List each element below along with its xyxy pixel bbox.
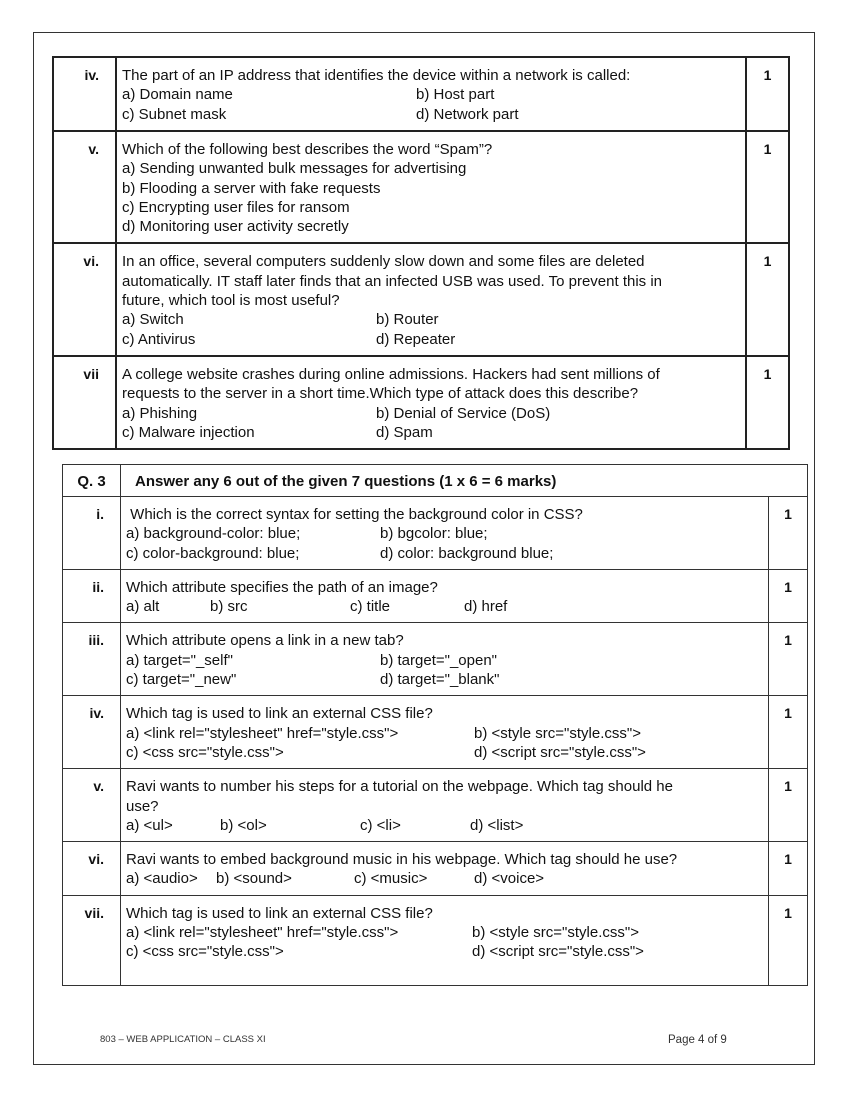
answer-option: d) href <box>464 598 508 616</box>
question-body <box>121 623 769 696</box>
option-row <box>122 159 739 178</box>
question-number: v. <box>63 769 121 842</box>
question-3-header-row <box>63 465 808 497</box>
question-text-line: Which attribute specifies the path of an image? <box>126 578 438 596</box>
answer-option: d) <script src="style.css"> <box>474 743 646 761</box>
option-row <box>122 85 739 104</box>
answer-option: b) Host part <box>416 86 495 104</box>
question-body <box>121 895 769 985</box>
answer-option: d) Spam <box>376 423 433 441</box>
question-text-line: Which tag is used to link an external CSS file? <box>126 705 433 723</box>
answer-option: a) <link rel="stylesheet" href="style.css"> <box>126 724 399 742</box>
question-marks: 1 <box>769 842 808 896</box>
q3-question-row <box>63 569 808 623</box>
answer-option: c) Subnet mask <box>122 105 227 123</box>
answer-option: b) Denial of Service (DoS) <box>376 404 551 422</box>
answer-option: c) title <box>350 598 391 616</box>
question-text-line: Which tag is used to link an external CSS file? <box>126 904 433 922</box>
answer-option: c) Malware injection <box>122 423 255 441</box>
option-row <box>122 423 739 442</box>
q3-question-row <box>63 497 808 570</box>
question-marks: 1 <box>769 895 808 985</box>
answer-option: b) <style src="style.css"> <box>474 724 641 742</box>
answer-option: c) <css src="style.css"> <box>126 743 284 761</box>
question-text-line: Which attribute opens a link in a new tab? <box>126 632 404 650</box>
answer-option: d) color: background blue; <box>380 544 554 562</box>
question-body <box>121 497 769 570</box>
question-body <box>121 569 769 623</box>
answer-option: b) <sound> <box>216 870 292 888</box>
option-row <box>122 198 739 217</box>
answer-option: b) src <box>210 598 248 616</box>
option-row <box>126 724 762 743</box>
answer-option: c) Antivirus <box>122 330 196 348</box>
answer-option: a) target="_self" <box>126 651 233 669</box>
question-number: vii. <box>63 895 121 985</box>
answer-option: c) <li> <box>360 816 401 834</box>
option-row <box>122 310 739 329</box>
question-row <box>53 243 789 355</box>
answer-option: a) alt <box>126 598 160 616</box>
question-marks: 1 <box>746 356 789 449</box>
question-3-number: Q. 3 <box>63 465 121 497</box>
answer-option: a) <audio> <box>126 870 198 888</box>
question-number: iv. <box>63 696 121 769</box>
option-row <box>122 179 739 198</box>
footer-subject: 803 – WEB APPLICATION – CLASS XI <box>100 1034 266 1045</box>
question-text-line: Which of the following best describes the word “Spam”? <box>122 141 493 158</box>
answer-option: c) color-background: blue; <box>126 544 300 562</box>
q3-question-row <box>63 842 808 896</box>
q3-question-row <box>63 895 808 985</box>
answer-option: b) <style src="style.css"> <box>472 924 639 942</box>
answer-option: d) <script src="style.css"> <box>472 943 644 961</box>
question-body <box>121 769 769 842</box>
question-text-line: Ravi wants to embed background music in his webpage. Which tag should he use? <box>126 851 678 869</box>
question-text-line: The part of an IP address that identifies the device within a network is called: <box>122 67 631 84</box>
question-marks: 1 <box>769 623 808 696</box>
questions-table-continued <box>52 56 790 450</box>
answer-option: d) <voice> <box>474 870 545 888</box>
answer-option: a) background-color: blue; <box>126 525 301 543</box>
question-marks: 1 <box>769 497 808 570</box>
answer-option: b) <ol> <box>220 816 267 834</box>
q3-question-row <box>63 696 808 769</box>
answer-option: d) Monitoring user activity secretly <box>122 218 349 236</box>
question-number: i. <box>63 497 121 570</box>
question-marks: 1 <box>769 569 808 623</box>
option-row <box>126 524 762 543</box>
q3-question-row <box>63 623 808 696</box>
option-row <box>122 330 739 349</box>
question-number: iii. <box>63 623 121 696</box>
option-row <box>126 869 762 888</box>
answer-option: a) <link rel="stylesheet" href="style.css"> <box>126 924 399 942</box>
option-row <box>126 942 762 961</box>
answer-option: a) <ul> <box>126 816 173 834</box>
answer-option: a) Domain name <box>122 86 233 104</box>
option-row <box>126 651 762 670</box>
option-row <box>126 544 762 563</box>
question-body <box>116 356 746 449</box>
answer-option: d) target="_blank" <box>380 671 500 689</box>
answer-option: a) Sending unwanted bulk messages for advertising <box>122 160 467 178</box>
answer-option: c) <css src="style.css"> <box>126 943 284 961</box>
answer-option: b) bgcolor: blue; <box>380 525 488 543</box>
question-body <box>116 57 746 131</box>
option-row <box>126 816 762 835</box>
answer-option: b) Router <box>376 311 439 329</box>
option-row <box>122 217 739 236</box>
question-row <box>53 356 789 449</box>
question-marks: 1 <box>746 131 789 243</box>
question-number: v. <box>53 131 116 243</box>
question-text-line: requests to the server in a short time.Which type of attack does this describe? <box>122 385 639 403</box>
question-text-line: Ravi wants to number his steps for a tutorial on the webpage. Which tag should he <box>126 778 673 796</box>
answer-option: d) Repeater <box>376 330 456 348</box>
question-body <box>116 243 746 355</box>
question-number: vi. <box>53 243 116 355</box>
question-body <box>121 696 769 769</box>
question-3-heading: Answer any 6 out of the given 7 questions (1 x 6 = 6 marks) <box>121 465 808 497</box>
question-row <box>53 57 789 131</box>
footer-page-number: Page 4 of 9 <box>668 1034 727 1046</box>
question-text-line: In an office, several computers suddenly slow down and some files are deleted <box>122 253 645 271</box>
question-marks: 1 <box>769 696 808 769</box>
q3-question-row <box>63 769 808 842</box>
question-text-line: A college website crashes during online admissions. Hackers had sent millions of <box>122 365 660 383</box>
option-row <box>122 105 739 124</box>
question-row <box>53 131 789 243</box>
answer-option: d) <list> <box>470 816 524 834</box>
answer-option: a) Switch <box>122 311 184 329</box>
answer-option: d) Network part <box>416 105 519 123</box>
question-body <box>116 131 746 243</box>
answer-option: a) Phishing <box>122 404 198 422</box>
question-text-line: Which is the correct syntax for setting the background color in CSS? <box>126 506 583 523</box>
option-row <box>126 743 762 762</box>
question-text-line: automatically. IT staff later finds that an infected USB was used. To prevent this in <box>122 272 663 290</box>
question-text-line: use? <box>126 797 159 815</box>
question-3-table <box>62 464 808 986</box>
question-marks: 1 <box>769 769 808 842</box>
option-row <box>126 597 762 616</box>
question-marks: 1 <box>746 243 789 355</box>
option-row <box>122 404 739 423</box>
question-text-line: future, which tool is most useful? <box>122 292 340 310</box>
question-body <box>121 842 769 896</box>
question-number: vi. <box>63 842 121 896</box>
option-row <box>126 670 762 689</box>
question-marks: 1 <box>746 57 789 131</box>
question-number: ii. <box>63 569 121 623</box>
answer-option: c) <music> <box>354 870 428 888</box>
answer-option: b) Flooding a server with fake requests <box>122 179 381 197</box>
question-number: vii <box>53 356 116 449</box>
option-row <box>126 923 762 942</box>
answer-option: c) Encrypting user files for ransom <box>122 198 350 216</box>
answer-option: b) target="_open" <box>380 651 497 669</box>
question-number: iv. <box>53 57 116 131</box>
answer-option: c) target="_new" <box>126 671 237 689</box>
